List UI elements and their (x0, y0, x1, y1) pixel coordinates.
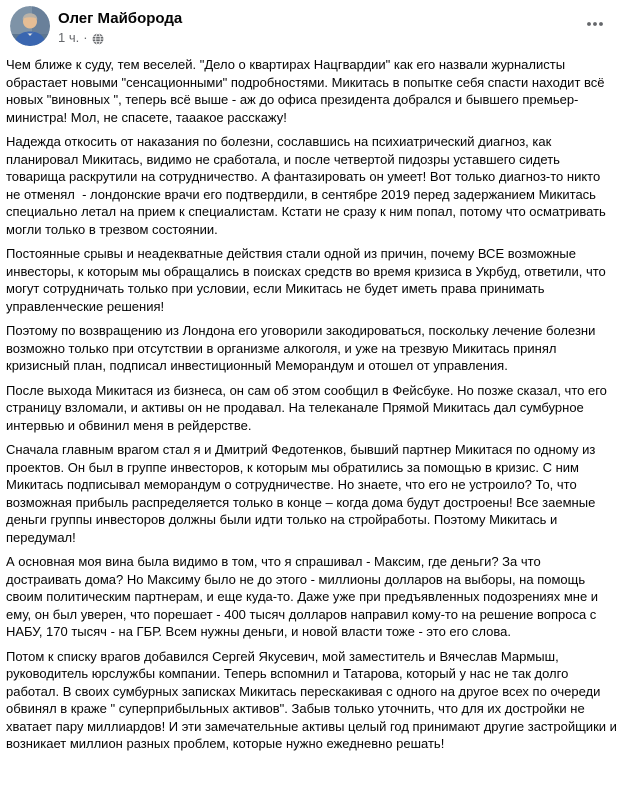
post-text (0, 46, 623, 753)
post-paragraph: Постоянные срывы и неадекватные действия стали одной из причин, почему ВСЕ возможные инвесторы, к которым мы обращались в поисках средств во время кризиса в Укрбуд, ответили, что могут сотрудничать только при условии, если Микитась не будет иметь права принимать управленческие решения! (6, 246, 610, 314)
globe-public-icon (92, 32, 104, 44)
post-timestamp[interactable]: 1 ч. (58, 30, 80, 45)
post-paragraph: После выхода Микитася из бизнеса, он сам об этом сообщил в Фейсбуке. Но позже сказал, что его страницу взломали, и активы он не продавал. На телеканале Прямой Микитась дал сумбурное интервью и обвинил меня в рейдерстве. (6, 382, 611, 433)
post-meta (58, 29, 182, 46)
three-dots-icon (585, 14, 605, 34)
post-paragraph: Потом к списку врагов добавился Сергей Якусевич, мой заместитель и Вячеслав Мармыш, руководитель юрслужбы компании. Теперь вспомнил и Татарова, который у нас не так долго работал. В своих сумбурных записках Микитась перескакивая с одного на другое всех по очереди обвинял в краже " суперприбыльных активов". Забыв только уточнить, что для их достройки не хватает пару миллиардов! И эти замечательные активы целый год принимают другие застройщики и возникает миллион разных проблем, которые нужно ежедневно решать! (6, 648, 621, 751)
post-paragraph: Сначала главным врагом стал я и Дмитрий Федотенков, бывший партнер Микитася по одному из проектов. Он был в группе инвесторов, к которым мы обратились за помощью в кризис. С ним Микитась подписывал меморандум о сотрудничестве. Но знаете, что его не устроило? То, что возможная прибыль распределяется только в конце – когда дома будут достроены! Все заемные деньги группы инвесторов должны были идти только на стройработы. Поэтому Микитась и передумал! (6, 442, 599, 545)
post-paragraph: Надежда откосить от наказания по болезни, сославшись на психиатрический диагноз, как планировал Микитась, видимо не сработала, и после четвертой пидозры уставшего сидеть товарища раскрутили на сотрудничество. А фантазировать он умеет! Вот только диагноз-то никто не отменял - лондонские врачи его подтвердили, в сентябре 2019 перед задержанием Микитась специально летал на прием к специалистам. Кстати не сразу к ним попал, потому что осматривать могли только в трезвом состоянии. (6, 134, 610, 237)
post-header (0, 0, 623, 46)
more-options-button[interactable] (579, 8, 611, 40)
author-name[interactable]: Олег Майборода (58, 10, 183, 27)
post-paragraph: А основная моя вина была видимо в том, что я спрашивал - Максим, где деньги? За что достраивать дома? Но Максиму было не до этого - миллионы долларов на выборы, на помощь своим политическим партнерам, и еще куда-то. Даже уже при предъявленных подозрениях мне и ему, он был уверен, что порешает - 400 тысяч долларов направил кому-то на решение вопроса с НАБУ, 170 тысяч - на ГБР. Всем нужны деньги, и новой власти тоже - это его слова. (6, 554, 602, 639)
header-info (58, 6, 182, 46)
meta-separator: · (83, 30, 88, 45)
post-paragraph: Чем ближе к суду, тем веселей. "Дело о квартирах Нацгвардии" как его назвали журналисты обрастает новыми "сенсационными" подробностями. Микитась в попытке себя спасти находит всё новых "виновных ", теперь всё выше - аж до офиса президента добрался и бывшего премьер-министра! Мол, не спасете, тааакое расскажу! (6, 57, 609, 125)
avatar[interactable] (10, 6, 50, 46)
post-paragraph: Поэтому по возвращению из Лондона его уговорили закодироваться, поскольку лечение болезни возможно только при отсутствии в организме алкоголя, и уже на трезвую Микитась принял кризисный план, подписал инвестиционный Меморандум и отошел от управления. (6, 323, 599, 373)
profile-photo-graphic (10, 6, 50, 46)
